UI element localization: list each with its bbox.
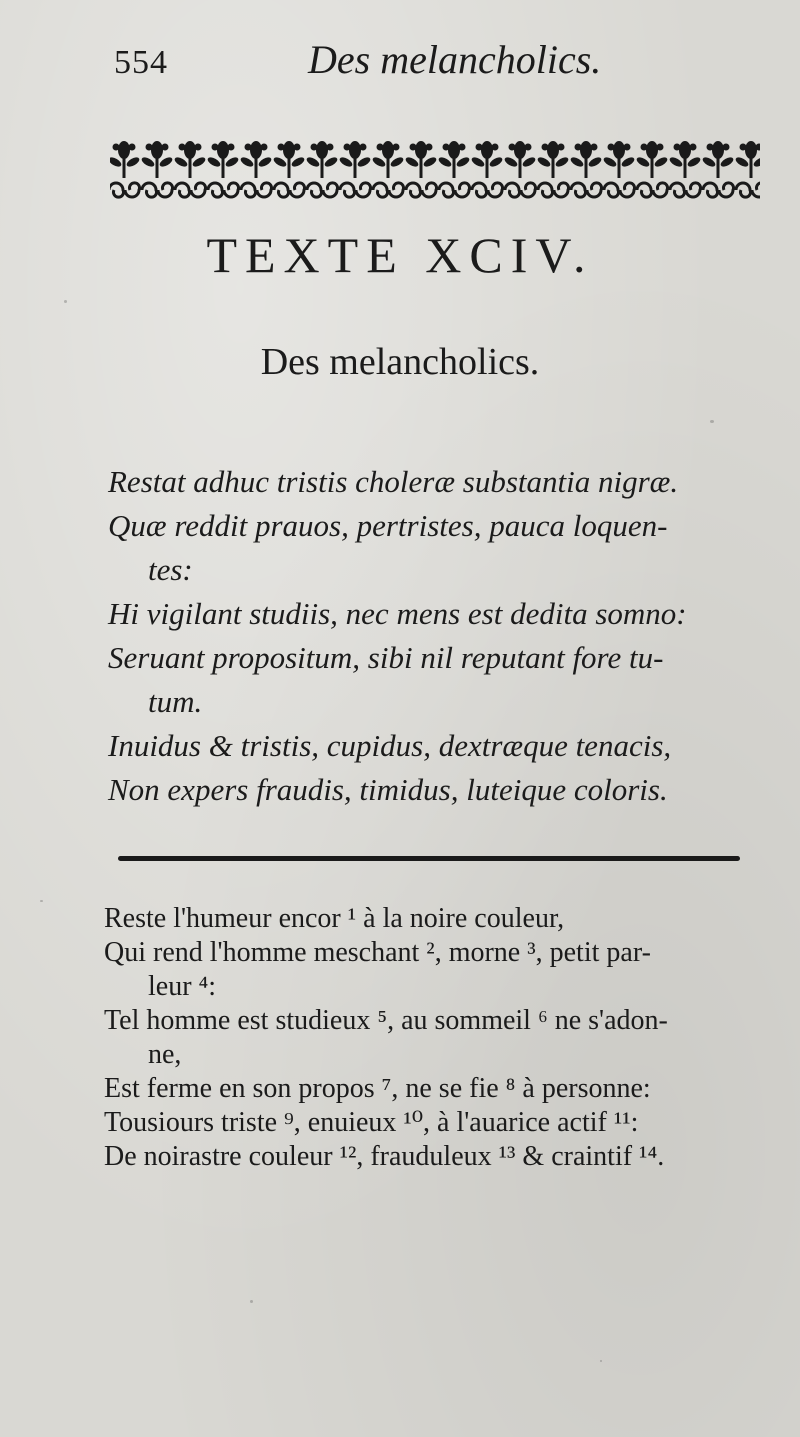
paper-speck (40, 900, 43, 902)
latin-verse-line: Inuidus & tristis, cupidus, dextræque tenacis, (108, 728, 672, 763)
french-verse-line: De noirastre couleur ¹², frauduleux ¹³ & craintif ¹⁴. (104, 1141, 665, 1172)
running-head (108, 28, 708, 88)
latin-verse (108, 460, 768, 812)
paper-speck (710, 420, 714, 423)
paper-speck (64, 300, 67, 303)
latin-verse-line: Quæ reddit prauos, pertristes, pauca loquen- (108, 508, 668, 543)
french-verse-line: Tousiours triste ⁹, enuieux ¹⁰, à l'auarice actif ¹¹: (104, 1107, 639, 1138)
french-verse-line: Tel homme est studieux ⁵, au sommeil ⁶ ne s'adon- (104, 1005, 668, 1036)
section-heading: TEXTE XCIV. (206, 227, 594, 283)
latin-verse-line: Restat adhuc tristis choleræ substantia nigræ. (108, 464, 679, 499)
paper-speck (600, 1360, 602, 1362)
section-subtitle: Des melancholics. (260, 341, 540, 383)
fleuron-border-icon (110, 138, 760, 208)
french-verse (104, 902, 774, 1174)
french-verse-line: Est ferme en son propos ⁷, ne se fie ⁸ à personne: (104, 1073, 651, 1104)
french-verse-line: leur ⁴: (148, 971, 217, 1002)
page-number: 554 (114, 44, 168, 81)
latin-verse-line: tum. (148, 684, 203, 719)
latin-verse-line: Seruant propositum, sibi nil reputant fore tu- (108, 640, 664, 675)
french-verse-line: Qui rend l'homme meschant ², morne ³, petit par- (104, 937, 651, 968)
horizontal-rule (118, 856, 740, 861)
running-title: Des melancholics. (308, 37, 602, 82)
paper-speck (250, 1300, 253, 1303)
latin-verse-line: tes: (148, 552, 193, 587)
latin-verse-line: Hi vigilant studiis, nec mens est dedita somno: (108, 596, 687, 631)
french-verse-line: Reste l'humeur encor ¹ à la noire couleur, (104, 903, 565, 934)
latin-verse-line: Non expers fraudis, timidus, luteique coloris. (108, 772, 668, 807)
french-verse-line: ne, (148, 1039, 182, 1070)
